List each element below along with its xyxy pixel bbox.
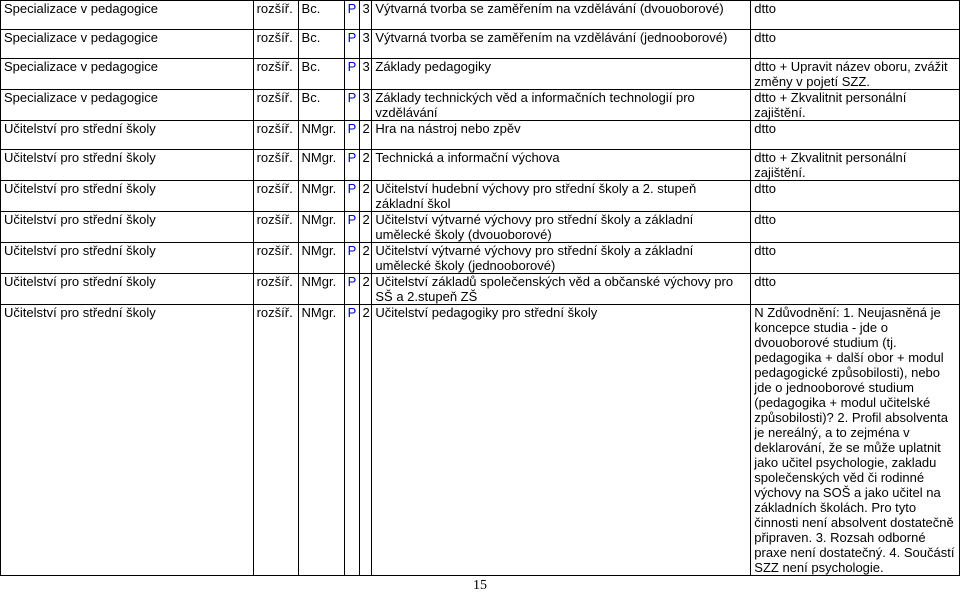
evaluation-cell: dtto [751,181,960,212]
type-cell: rozšíř. [253,121,298,150]
field-cell: Učitelství pro střední školy [1,121,254,150]
evaluation-cell: dtto [751,274,960,305]
table-row [1,243,960,274]
type-cell: rozšíř. [253,212,298,243]
semester-cell: 2 [359,212,372,243]
field-cell: Učitelství pro střední školy [1,243,254,274]
table-row [1,150,960,181]
table-row [1,274,960,305]
type-cell: rozšíř. [253,30,298,59]
course-cell: Výtvarná tvorba se zaměřením na vzdělávání (dvouoborové) [372,1,751,30]
table-row [1,121,960,150]
form-cell: P [344,59,359,90]
field-cell: Specializace v pedagogice [1,90,254,121]
evaluation-cell: dtto + Zkvalitnit personální zajištění. [751,90,960,121]
table-row [1,30,960,59]
type-cell: rozšíř. [253,274,298,305]
form-cell: P [344,30,359,59]
evaluation-cell: dtto [751,243,960,274]
evaluation-cell: dtto [751,121,960,150]
level-cell: NMgr. [298,121,344,150]
page-number: 15 [473,578,487,593]
type-cell: rozšíř. [253,181,298,212]
field-cell: Specializace v pedagogice [1,59,254,90]
type-cell: rozšíř. [253,305,298,576]
course-cell: Základy technických věd a informačních technologií pro vzdělávání [372,90,751,121]
evaluation-cell: dtto [751,1,960,30]
course-cell: Učitelství hudební výchovy pro střední školy a 2. stupeň základní škol [372,181,751,212]
level-cell: Bc. [298,30,344,59]
level-cell: NMgr. [298,243,344,274]
field-cell: Učitelství pro střední školy [1,181,254,212]
semester-cell: 2 [359,243,372,274]
table-row [1,181,960,212]
semester-cell: 2 [359,121,372,150]
field-cell: Učitelství pro střední školy [1,150,254,181]
evaluation-cell: N Zdůvodnění: 1. Neujasněná je koncepce studia - jde o dvouoborové studium (tj. pedagogika + další obor + modul pedagogické způsobilosti), nebo jde o jednooborové studium (pedagogika + modul učitelské způsobilosti)? 2. Profil absolventa je nereálný, a to zejména v deklarování, že se může uplatnit jako učitel psychologie, zakladu společenských věd či rodinné výchovy na SOŠ a jako učitel na základních školách. Pro tyto činnosti není absolvent dostatečně připraven. 3. Rozsah odborné praxe není dostatečný. 4. Součástí SZZ není psychologie. [751,305,960,576]
table-row [1,59,960,90]
table-row [1,1,960,30]
evaluation-cell: dtto [751,30,960,59]
form-cell: P [344,121,359,150]
field-cell: Učitelství pro střední školy [1,212,254,243]
level-cell: Bc. [298,59,344,90]
course-cell: Technická a informační výchova [372,150,751,181]
course-cell: Učitelství výtvarné výchovy pro střední školy a základní umělecké školy (dvouoborové) [372,212,751,243]
form-cell: P [344,1,359,30]
semester-cell: 3 [359,90,372,121]
table-row [1,90,960,121]
type-cell: rozšíř. [253,90,298,121]
type-cell: rozšíř. [253,243,298,274]
course-cell: Učitelství pedagogiky pro střední školy [372,305,751,576]
form-cell: P [344,212,359,243]
field-cell: Specializace v pedagogice [1,1,254,30]
level-cell: NMgr. [298,212,344,243]
form-cell: P [344,150,359,181]
form-cell: P [344,90,359,121]
course-cell: Učitelství základů společenských věd a občanské výchovy pro SŠ a 2.stupeň ZŠ [372,274,751,305]
type-cell: rozšíř. [253,1,298,30]
form-cell: P [344,274,359,305]
field-cell: Specializace v pedagogice [1,30,254,59]
form-cell: P [344,181,359,212]
semester-cell: 2 [359,150,372,181]
level-cell: Bc. [298,1,344,30]
field-cell: Učitelství pro střední školy [1,274,254,305]
course-cell: Výtvarná tvorba se zaměřením na vzdělávání (jednooborové) [372,30,751,59]
field-cell: Učitelství pro střední školy [1,305,254,576]
semester-cell: 2 [359,274,372,305]
semester-cell: 2 [359,305,372,576]
evaluation-cell: dtto + Zkvalitnit personální zajištění. [751,150,960,181]
type-cell: rozšíř. [253,59,298,90]
table-row [1,212,960,243]
semester-cell: 2 [359,181,372,212]
type-cell: rozšíř. [253,150,298,181]
course-cell: Hra na nástroj nebo zpěv [372,121,751,150]
evaluation-cell: dtto + Upravit název oboru, zvážit změny v pojetí SZZ. [751,59,960,90]
semester-cell: 3 [359,59,372,90]
level-cell: NMgr. [298,150,344,181]
semester-cell: 3 [359,1,372,30]
level-cell: NMgr. [298,305,344,576]
course-cell: Základy pedagogiky [372,59,751,90]
form-cell: P [344,243,359,274]
table-row [1,305,960,576]
evaluation-cell: dtto [751,212,960,243]
level-cell: NMgr. [298,181,344,212]
level-cell: Bc. [298,90,344,121]
level-cell: NMgr. [298,274,344,305]
course-cell: Učitelství výtvarné výchovy pro střední školy a základní umělecké školy (jednooborové) [372,243,751,274]
form-cell: P [344,305,359,576]
semester-cell: 3 [359,30,372,59]
